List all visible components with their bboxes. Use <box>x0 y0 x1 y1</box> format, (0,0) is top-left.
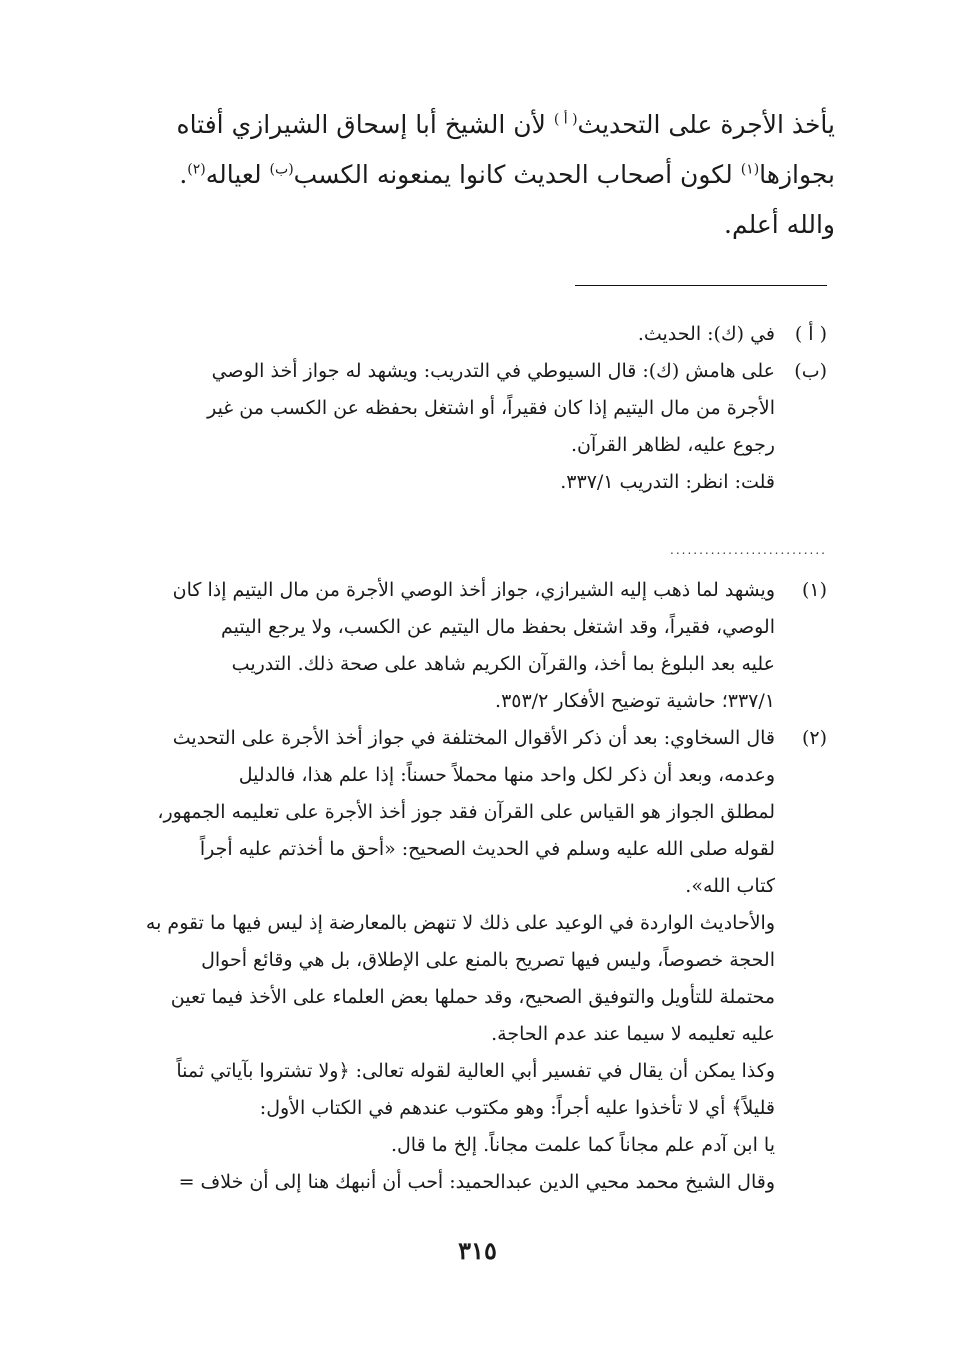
footnote-2 <box>127 720 827 1201</box>
note-line: وقال الشيخ محمد محيي الدين عبدالحميد: أحب أن أنبهك هنا إلى أن خلاف = <box>178 1171 775 1193</box>
note-line: وكذا يمكن أن يقال في تفسير أبي العالية لقوله تعالى: ﴿ولا تشتروا بآياتي ثمناً <box>176 1060 775 1082</box>
note-line: الحجة خصوصاً، وليس فيها تصريح بالمنع على الإطلاق، بل هي وقائع أحوال <box>201 949 775 971</box>
note-mark: (ب) <box>794 360 827 382</box>
note-line: قلت: انظر: التدريب ٣٣٧/١. <box>560 471 775 493</box>
note-line: على هامش (ك): قال السيوطي في التدريب: ويشهد له جواز أخذ الوصي <box>211 360 775 382</box>
note-line: ٣٣٧/١؛ حاشية توضيح الأفكار ٣٥٣/٢. <box>495 690 775 712</box>
main-line-2: بجوازها$^{(١)}$ لكون أصحاب الحديث كانوا يمنعونه الكسب$^{(ب)}$ لعياله$^{(٢)}$. <box>179 160 835 189</box>
footnote-1 <box>127 572 827 720</box>
variant-notes <box>127 316 827 501</box>
footnote-ref-b: (ب) <box>269 161 294 178</box>
note-line: في (ك): الحديث. <box>637 323 775 345</box>
note-mark: (١) <box>801 579 827 601</box>
note-line: الأجرة من مال اليتيم إذا كان فقيراً، أو اشتغل بحفظه عن الكسب من غير <box>207 397 775 419</box>
footnote-ref-a: ( أ ) <box>553 111 578 128</box>
page-number: ٣١٥ <box>458 1236 497 1265</box>
note-line: قال السخاوي: بعد أن ذكر الأقوال المختلفة في جواز أخذ الأجرة على التحديث <box>172 727 775 749</box>
variant-note-a <box>127 316 827 353</box>
note-mark: ( أ ) <box>794 323 827 345</box>
variant-note-b <box>127 353 827 501</box>
main-line-1: يأخذ الأجرة على التحديث$^{( أ )}$ لأن الشيخ أبا إسحاق الشيرازي أفتاه <box>176 110 835 139</box>
note-line: رجوع عليه، لظاهر القرآن. <box>571 434 775 456</box>
main-text <box>135 100 835 250</box>
main-line-3: والله أعلم. <box>724 210 835 239</box>
note-line: قليلاً﴾ أي لا تأخذوا عليه أجراً: وهو مكتوب عندهم في الكتاب الأول: <box>259 1097 775 1119</box>
note-mark: (٢) <box>801 727 827 749</box>
note-line: ويشهد لما ذهب إليه الشيرازي، جواز أخذ الوصي الأجرة من مال اليتيم إذا كان <box>172 579 775 601</box>
note-line: لقوله صلى الله عليه وسلم في الحديث الصحيح: «أحق ما أخذتم عليه أجراً <box>199 838 775 860</box>
note-line: عليه تعليمه لا سيما عند عدم الحاجة. <box>491 1023 775 1045</box>
note-line: كتاب الله». <box>685 875 775 897</box>
note-line: عليه بعد البلوغ بما أخذ، والقرآن الكريم شاهد على صحة ذلك. التدريب <box>231 653 775 675</box>
note-line: يا ابن آدم علم مجاناً كما علمت مجاناً. إلخ ما قال. <box>390 1134 775 1156</box>
footnote-separator-rule <box>575 285 827 286</box>
footnotes <box>127 572 827 1201</box>
note-line: وعدمه، وبعد أن ذكر لكل واحد منها محملاً حسناً: إذا علم هذا، فالدليل <box>238 764 775 786</box>
dotted-separator: ........................... <box>670 543 827 557</box>
note-line: محتملة للتأويل والتوفيق الصحيح، وقد حملها بعض العلماء على الأخذ فيما تعين <box>170 986 775 1008</box>
note-line: والأحاديث الواردة في الوعيد على ذلك لا تنهض بالمعارضة إذ ليس فيها ما تقوم به <box>145 912 775 934</box>
note-line: الوصي، فقيراً، وقد اشتغل بحفظ مال اليتيم عن الكسب، ولا يرجع اليتيم <box>221 616 775 638</box>
footnote-ref-2: (٢) <box>187 161 206 178</box>
note-line: لمطلق الجواز هو القياس على القرآن فقد جوز أخذ الأجرة على تعليمه الجمهور، <box>157 801 775 823</box>
footnote-ref-1: (١) <box>740 161 760 178</box>
